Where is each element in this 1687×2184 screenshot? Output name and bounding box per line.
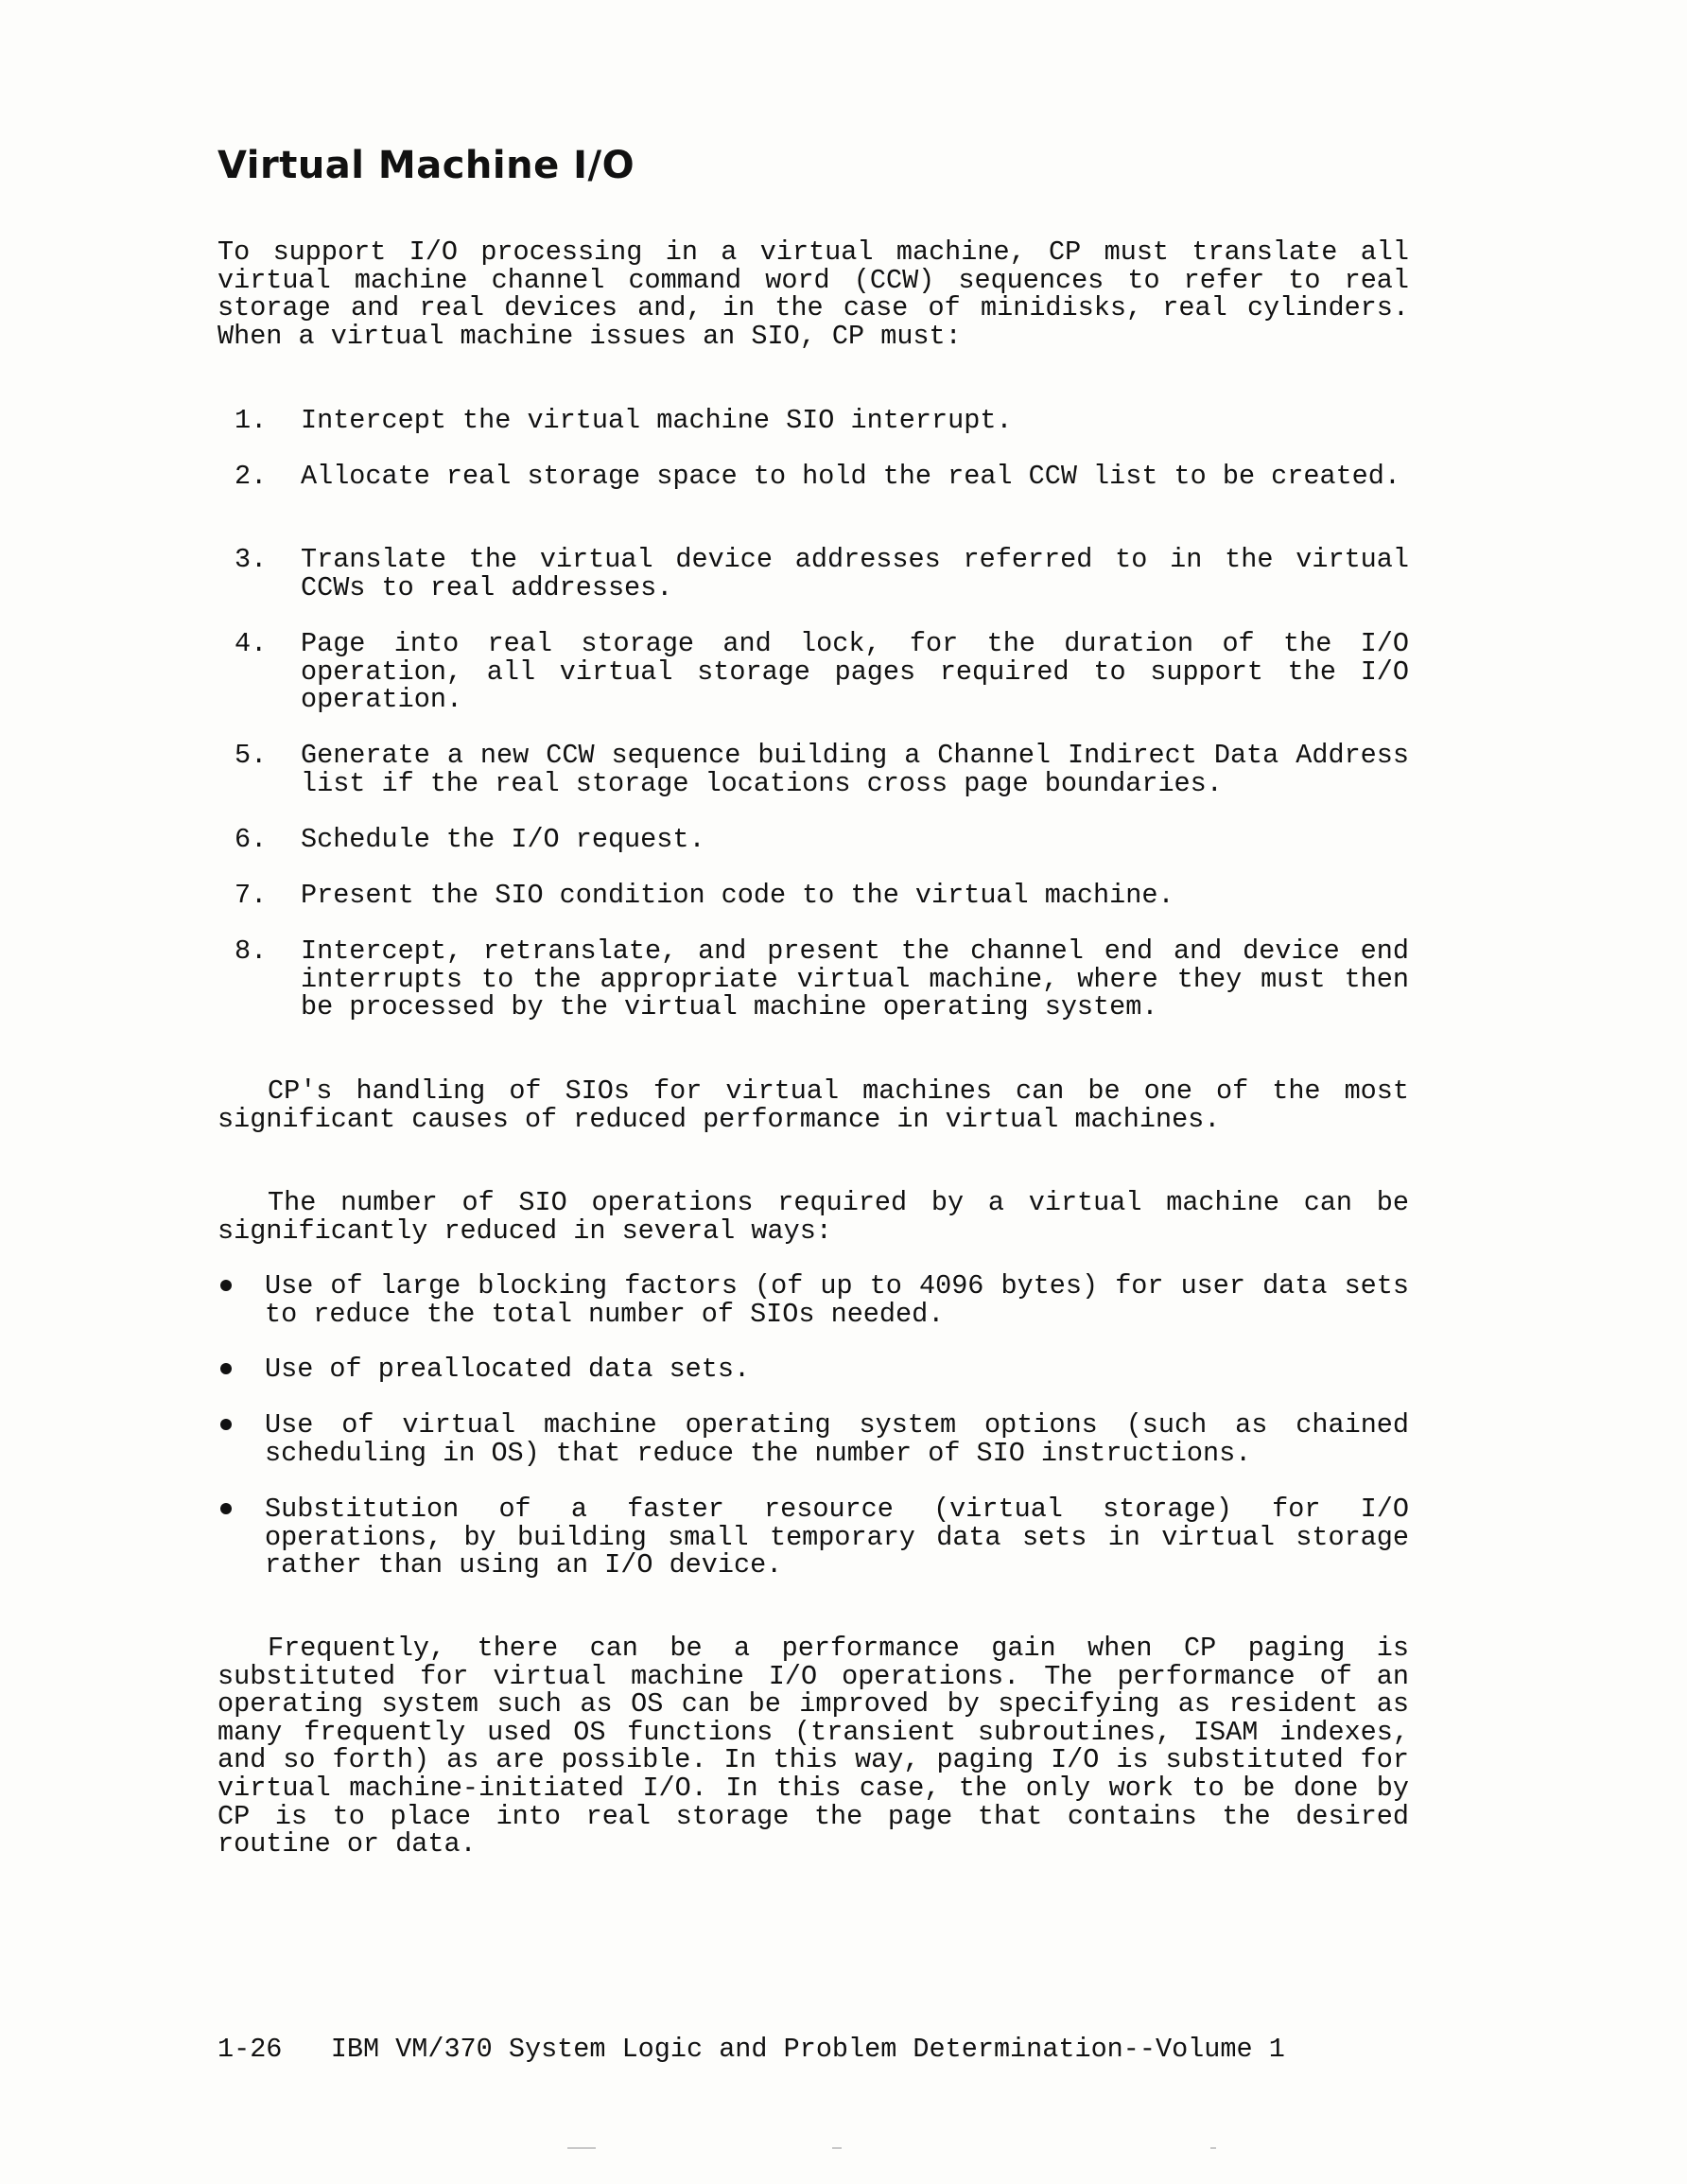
step-text: Allocate real storage space to hold the real CCW list to be created. bbox=[301, 461, 1400, 492]
step-text: Present the SIO condition code to the virtual machine. bbox=[301, 880, 1174, 911]
page-number: 1-26 bbox=[217, 2034, 283, 2065]
step-number: 2. bbox=[235, 461, 268, 492]
paging-paragraph: Frequently, there can be a performance gain when CP paging is substituted for virtual machine I/O operations. The performance of an operating system such as OS can be improved by specifying as resident as many frequently used OS functions (transient subroutines, ISAM indexes, and so forth) as are possible. In this way, paging I/O is substituted for virtual machine-initiated I/O. In this case, the only work to be done by CP is to place into real storage the page that contains the desired routine or data. bbox=[217, 1633, 1409, 1861]
step-text: Intercept the virtual machine SIO interrupt. bbox=[301, 405, 1013, 436]
step-number: 5. bbox=[235, 740, 268, 771]
bullet-icon bbox=[220, 1363, 232, 1374]
sio-handling-paragraph: CP's handling of SIOs for virtual machines can be one of the most significant causes of reduced performance in virtual machines. bbox=[217, 1075, 1409, 1135]
step-text: Page into real storage and lock, for the duration of the I/O operation, all virtual storage pages required to support the I/O operation. bbox=[301, 628, 1409, 716]
step-text: Generate a new CCW sequence building a Channel Indirect Data Address list if the real storage locations cross page boundaries. bbox=[301, 740, 1409, 799]
page-footer bbox=[217, 2035, 1285, 2064]
bullet-text: Use of preallocated data sets. bbox=[265, 1354, 751, 1385]
step-text: Schedule the I/O request. bbox=[301, 824, 705, 855]
step-text: Translate the virtual device addresses referred to in the virtual CCWs to real addresses. bbox=[301, 544, 1409, 603]
bullet-text: Substitution of a faster resource (virtual storage) for I/O operations, by building small temporary data sets in virtual storage rather than using an I/O device. bbox=[265, 1494, 1409, 1581]
step-number: 8. bbox=[235, 935, 268, 967]
step-number: 6. bbox=[235, 824, 268, 855]
bullet-icon bbox=[220, 1503, 232, 1514]
step-number: 4. bbox=[235, 628, 268, 659]
intro-paragraph: To support I/O processing in a virtual machine, CP must translate all virtual machine channel command word (CCW) sequences to refer to real storage and real devices and, in the case of minidisks, real cylinders. When a virtual machine issues an SIO, CP must: bbox=[217, 236, 1409, 352]
bullet-text: Use of large blocking factors (of up to 4096 bytes) for user data sets to reduce the total number of SIOs needed. bbox=[265, 1270, 1409, 1330]
step-text: Intercept, retranslate, and present the channel end and device end interrupts to the appropriate virtual machine, where they must then be processed by the virtual machine operating system. bbox=[301, 935, 1409, 1023]
step-number: 7. bbox=[235, 880, 268, 911]
scan-artifact bbox=[567, 2147, 596, 2149]
scan-artifact bbox=[1210, 2147, 1216, 2149]
footer-title: IBM VM/370 System Logic and Problem Determination--Volume 1 bbox=[330, 2034, 1285, 2065]
bullet-icon bbox=[220, 1419, 232, 1430]
step-number: 1. bbox=[235, 405, 268, 436]
reduce-sio-paragraph: The number of SIO operations required by a virtual machine can be significantly reduced in several ways: bbox=[217, 1187, 1409, 1247]
section-heading: Virtual Machine I/O bbox=[217, 144, 635, 187]
scan-artifact bbox=[832, 2147, 842, 2149]
bullet-text: Use of virtual machine operating system options (such as chained scheduling in OS) that reduce the number of SIO instructions. bbox=[265, 1409, 1409, 1469]
step-number: 3. bbox=[235, 544, 268, 575]
bullet-icon bbox=[220, 1280, 232, 1291]
